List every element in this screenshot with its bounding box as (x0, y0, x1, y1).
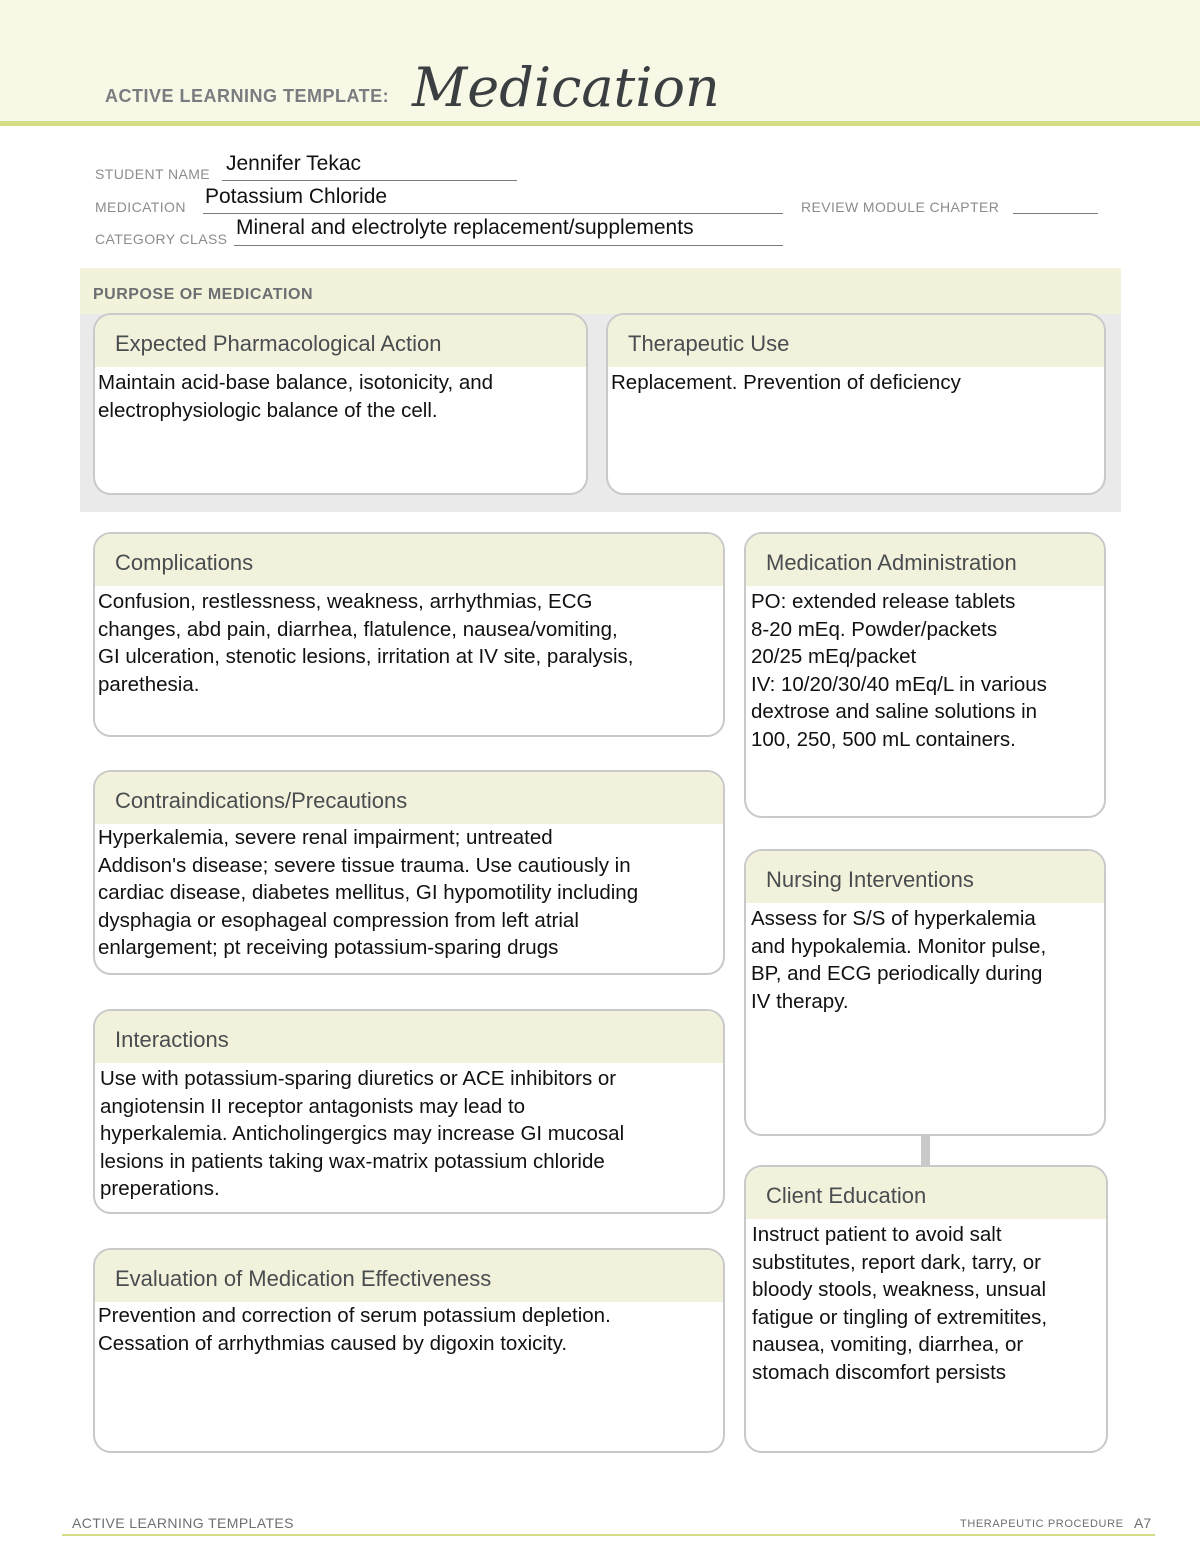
review-module-field[interactable] (1013, 213, 1098, 214)
therapeutic-use-text[interactable] (608, 367, 1104, 397)
text-line: changes, abd pain, diarrhea, flatulence, nausea/vomiting, (98, 617, 618, 641)
expected-action-text[interactable] (95, 367, 586, 424)
medication-field[interactable]: Potassium Chloride (205, 185, 388, 208)
text-line: Assess for S/S of hyperkalemia (751, 907, 1036, 930)
category-class-field[interactable]: Mineral and electrolyte replacement/supplements (236, 216, 694, 239)
category-class-label: CATEGORY CLASS (95, 231, 228, 247)
evaluation-text[interactable] (95, 1302, 723, 1357)
client-education-text[interactable] (746, 1219, 1106, 1386)
student-name-line (222, 180, 517, 181)
text-line: 100, 250, 500 mL containers. (751, 727, 1016, 751)
therapeutic-use-title: Therapeutic Use (608, 315, 1104, 367)
student-name-label: STUDENT NAME (95, 166, 210, 182)
text-line: dysphagia or esophageal compression from left atrial (98, 908, 579, 932)
nursing-box (744, 849, 1106, 1136)
text-line: stomach discomfort persists (752, 1360, 1007, 1384)
text-line: IV therapy. (751, 989, 849, 1013)
text-line: cardiac disease, diabetes mellitus, GI hypomotility including (98, 881, 639, 904)
template-label: ACTIVE LEARNING TEMPLATE: (105, 86, 390, 106)
text-line: hyperkalemia. Anticholingergics may increase GI mucosal (100, 1122, 625, 1145)
text-line: fatigue or tingling of extremitites, (752, 1305, 1048, 1329)
text-line: GI ulceration, stenotic lesions, irritation at IV site, paralysis, (98, 645, 634, 668)
client-education-box (744, 1165, 1108, 1453)
text-line: Cessation of arrhythmias caused by digoxin toxicity. (98, 1331, 568, 1355)
administration-text[interactable] (746, 586, 1104, 753)
evaluation-title: Evaluation of Medication Effectiveness (95, 1250, 723, 1302)
evaluation-box (93, 1248, 725, 1453)
footer-left: ACTIVE LEARNING TEMPLATES (72, 1515, 294, 1531)
contraindications-box (93, 770, 725, 975)
footer-right: THERAPEUTIC PROCEDURE (960, 1518, 1124, 1530)
text-line: lesions in patients taking wax-matrix potassium chloride (100, 1149, 605, 1173)
client-education-title: Client Education (746, 1167, 1106, 1219)
nursing-text[interactable] (746, 903, 1104, 1015)
text-line: Hyperkalemia, severe renal impairment; untreated (98, 826, 553, 849)
page-number: A7 (1134, 1515, 1152, 1531)
administration-title: Medication Administration (746, 534, 1104, 586)
contraindications-title: Contraindications/Precautions (95, 772, 723, 824)
text-line: Confusion, restlessness, weakness, arrhythmias, ECG (98, 590, 593, 613)
purpose-label: PURPOSE OF MEDICATION (93, 286, 313, 303)
header-rule (0, 121, 1200, 126)
complications-box (93, 532, 725, 737)
medication-label: MEDICATION (95, 199, 186, 215)
expected-action-box (93, 313, 588, 495)
medication-line (203, 213, 783, 214)
category-class-line (234, 245, 783, 246)
text-line: IV: 10/20/30/40 mEq/L in various (751, 672, 1047, 696)
text-line: preperations. (100, 1177, 220, 1200)
text-line: Replacement. Prevention of deficiency (611, 371, 961, 394)
text-line: Maintain acid-base balance, isotonicity, and (98, 371, 494, 394)
text-line: nausea, vomiting, diarrhea, or (752, 1333, 1024, 1356)
text-line: enlargement; pt receiving potassium-sparing drugs (98, 936, 559, 959)
text-line: Instruct patient to avoid salt (752, 1223, 1002, 1246)
text-line: PO: extended release tablets (751, 590, 1016, 613)
interactions-text[interactable] (95, 1063, 723, 1203)
text-line: Addison's disease; severe tissue trauma. Use cautiously in (98, 853, 631, 877)
text-line: Use with potassium-sparing diuretics or ACE inhibitors or (100, 1067, 617, 1090)
template-title: Medication (412, 56, 720, 119)
review-module-label: REVIEW MODULE CHAPTER (801, 199, 1000, 215)
text-line: 20/25 mEq/packet (751, 645, 917, 668)
text-line: electrophysiologic balance of the cell. (98, 398, 438, 422)
text-line: 8-20 mEq. Powder/packets (751, 617, 998, 641)
complications-text[interactable] (95, 586, 723, 698)
expected-action-title: Expected Pharmacological Action (95, 315, 586, 367)
administration-box (744, 532, 1106, 818)
box-connector (921, 1135, 930, 1165)
interactions-title: Interactions (95, 1011, 723, 1063)
therapeutic-use-box (606, 313, 1106, 495)
footer-rule (62, 1534, 1155, 1536)
text-line: and hypokalemia. Monitor pulse, (751, 934, 1047, 958)
text-line: bloody stools, weakness, unsual (752, 1278, 1047, 1301)
student-name-field[interactable]: Jennifer Tekac (226, 152, 362, 175)
text-line: substitutes, report dark, tarry, or (752, 1250, 1042, 1274)
interactions-box (93, 1009, 725, 1214)
text-line: angiotensin II receptor antagonists may lead to (100, 1094, 526, 1118)
nursing-title: Nursing Interventions (746, 851, 1104, 903)
complications-title: Complications (95, 534, 723, 586)
text-line: BP, and ECG periodically during (751, 962, 1043, 985)
text-line: Prevention and correction of serum potassium depletion. (98, 1304, 611, 1327)
text-line: parethesia. (98, 672, 200, 696)
text-line: dextrose and saline solutions in (751, 700, 1038, 723)
contraindications-text[interactable] (95, 824, 723, 962)
